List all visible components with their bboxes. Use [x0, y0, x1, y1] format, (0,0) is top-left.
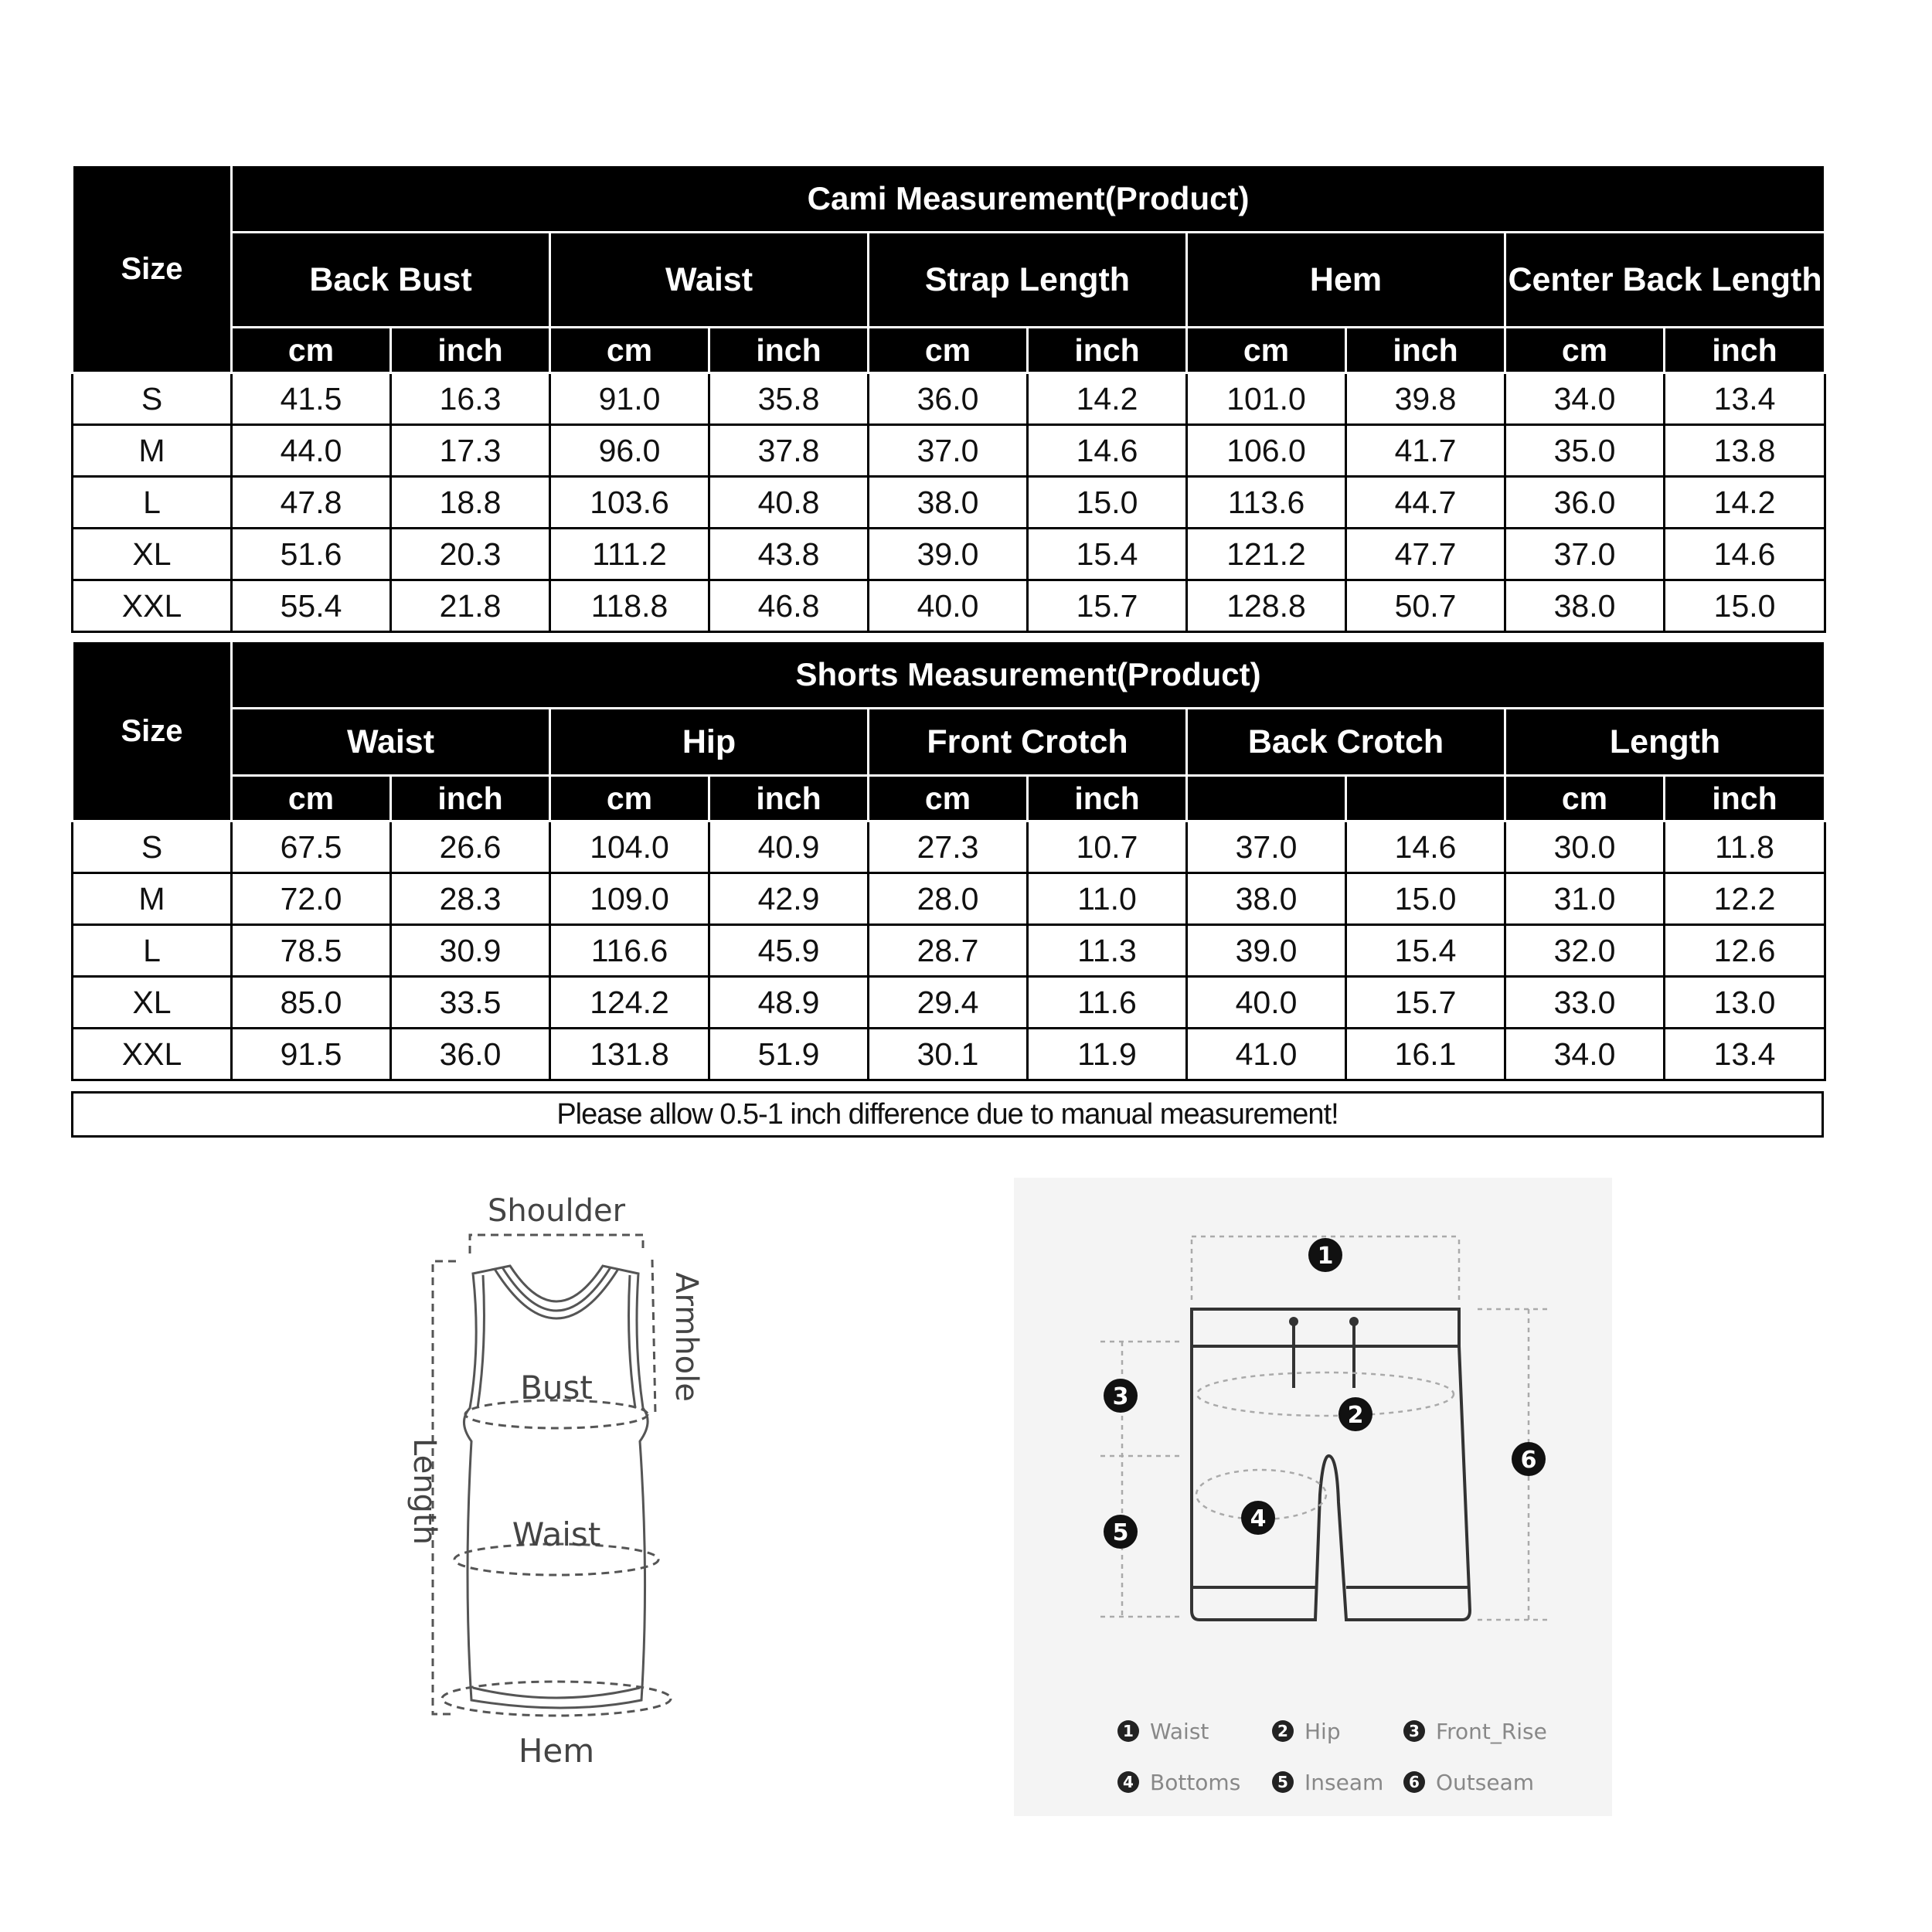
- table-row: [73, 977, 1825, 1029]
- value-cell: 38.0: [869, 477, 1028, 529]
- value-cell: 15.0: [1028, 477, 1187, 529]
- value-cell: 39.8: [1346, 373, 1505, 425]
- value-cell: 41.5: [232, 373, 391, 425]
- value-cell: 21.8: [391, 580, 550, 632]
- group-header: Waist: [550, 233, 869, 328]
- value-cell: 37.0: [1187, 821, 1346, 873]
- shorts-diagram: [1014, 1178, 1612, 1816]
- value-cell: 131.8: [550, 1029, 709, 1080]
- value-cell: 16.3: [391, 373, 550, 425]
- value-cell: 34.0: [1505, 373, 1665, 425]
- value-cell: 111.2: [550, 529, 709, 580]
- group-header: Length: [1505, 709, 1825, 776]
- unit-header: cm: [550, 328, 709, 373]
- marker-3: [1104, 1379, 1138, 1413]
- value-cell: 30.0: [1505, 821, 1665, 873]
- unit-header: cm: [550, 776, 709, 821]
- value-cell: 37.0: [869, 425, 1028, 477]
- value-cell: 13.4: [1665, 373, 1825, 425]
- value-cell: 91.0: [550, 373, 709, 425]
- size-cell: L: [73, 925, 232, 977]
- svg-text:4: 4: [1123, 1773, 1134, 1791]
- svg-text:Bottoms: Bottoms: [1150, 1770, 1241, 1795]
- value-cell: 35.8: [709, 373, 869, 425]
- svg-text:1: 1: [1317, 1243, 1334, 1270]
- value-cell: 116.6: [550, 925, 709, 977]
- value-cell: 16.1: [1346, 1029, 1505, 1080]
- value-cell: 14.6: [1665, 529, 1825, 580]
- size-cell: L: [73, 477, 232, 529]
- value-cell: 28.3: [391, 873, 550, 925]
- value-cell: 15.4: [1346, 925, 1505, 977]
- value-cell: 11.9: [1028, 1029, 1187, 1080]
- shorts-diagram-panel: [1014, 1178, 1612, 1816]
- svg-text:1: 1: [1123, 1722, 1134, 1740]
- group-header: Waist: [232, 709, 550, 776]
- marker-2: [1338, 1397, 1372, 1431]
- unit-header: cm: [869, 776, 1028, 821]
- unit-header: [1346, 776, 1505, 821]
- unit-header: inch: [1346, 328, 1505, 373]
- value-cell: 33.0: [1505, 977, 1665, 1029]
- legend-outseam: [1403, 1770, 1534, 1795]
- size-cell: XL: [73, 529, 232, 580]
- cami-size-table: [71, 164, 1826, 633]
- svg-text:Waist: Waist: [1150, 1719, 1209, 1744]
- value-cell: 10.7: [1028, 821, 1187, 873]
- value-cell: 38.0: [1187, 873, 1346, 925]
- value-cell: 104.0: [550, 821, 709, 873]
- value-cell: 91.5: [232, 1029, 391, 1080]
- svg-text:5: 5: [1277, 1773, 1288, 1791]
- value-cell: 39.0: [869, 529, 1028, 580]
- value-cell: 14.2: [1028, 373, 1187, 425]
- table-row: [73, 580, 1825, 632]
- value-cell: 118.8: [550, 580, 709, 632]
- value-cell: 11.3: [1028, 925, 1187, 977]
- value-cell: 37.0: [1505, 529, 1665, 580]
- table-row: [73, 925, 1825, 977]
- value-cell: 29.4: [869, 977, 1028, 1029]
- value-cell: 11.0: [1028, 873, 1187, 925]
- table-row: [73, 873, 1825, 925]
- value-cell: 41.7: [1346, 425, 1505, 477]
- value-cell: 15.7: [1028, 580, 1187, 632]
- value-cell: 18.8: [391, 477, 550, 529]
- value-cell: 51.9: [709, 1029, 869, 1080]
- table-row: [73, 477, 1825, 529]
- value-cell: 101.0: [1187, 373, 1346, 425]
- svg-text:Inseam: Inseam: [1304, 1770, 1384, 1795]
- svg-text:4: 4: [1250, 1505, 1267, 1532]
- hem-label: Hem: [518, 1732, 595, 1770]
- value-cell: 15.4: [1028, 529, 1187, 580]
- size-cell: M: [73, 425, 232, 477]
- legend-waist: [1117, 1719, 1209, 1744]
- table-row: [73, 821, 1825, 873]
- size-cell: S: [73, 373, 232, 425]
- value-cell: 106.0: [1187, 425, 1346, 477]
- value-cell: 11.8: [1665, 821, 1825, 873]
- group-header: Hem: [1187, 233, 1505, 328]
- value-cell: 14.6: [1346, 821, 1505, 873]
- shorts-outline: [1192, 1309, 1470, 1620]
- value-cell: 51.6: [232, 529, 391, 580]
- unit-header: inch: [391, 328, 550, 373]
- svg-text:6: 6: [1520, 1447, 1537, 1474]
- value-cell: 40.9: [709, 821, 869, 873]
- value-cell: 40.0: [869, 580, 1028, 632]
- unit-header: inch: [709, 776, 869, 821]
- value-cell: 109.0: [550, 873, 709, 925]
- value-cell: 12.2: [1665, 873, 1825, 925]
- value-cell: 121.2: [1187, 529, 1346, 580]
- size-cell: M: [73, 873, 232, 925]
- svg-text:5: 5: [1112, 1519, 1129, 1546]
- value-cell: 50.7: [1346, 580, 1505, 632]
- marker-5: [1104, 1515, 1138, 1549]
- value-cell: 35.0: [1505, 425, 1665, 477]
- value-cell: 26.6: [391, 821, 550, 873]
- value-cell: 40.0: [1187, 977, 1346, 1029]
- unit-header: inch: [1665, 328, 1825, 373]
- table-row: [73, 529, 1825, 580]
- value-cell: 39.0: [1187, 925, 1346, 977]
- marker-1: [1308, 1238, 1342, 1272]
- value-cell: 44.0: [232, 425, 391, 477]
- value-cell: 47.7: [1346, 529, 1505, 580]
- value-cell: 41.0: [1187, 1029, 1346, 1080]
- unit-header: inch: [1665, 776, 1825, 821]
- unit-header: cm: [232, 328, 391, 373]
- size-cell: S: [73, 821, 232, 873]
- value-cell: 13.4: [1665, 1029, 1825, 1080]
- value-cell: 72.0: [232, 873, 391, 925]
- size-header: Size: [73, 641, 232, 821]
- svg-text:Front_Rise: Front_Rise: [1436, 1719, 1547, 1744]
- value-cell: 47.8: [232, 477, 391, 529]
- size-header: Size: [73, 165, 232, 373]
- marker-4: [1241, 1501, 1275, 1535]
- value-cell: 20.3: [391, 529, 550, 580]
- svg-text:Outseam: Outseam: [1436, 1770, 1535, 1795]
- unit-header: inch: [1028, 328, 1187, 373]
- length-label: Length: [406, 1438, 442, 1545]
- value-cell: 103.6: [550, 477, 709, 529]
- value-cell: 113.6: [1187, 477, 1346, 529]
- shorts-size-table: [71, 640, 1826, 1081]
- value-cell: 128.8: [1187, 580, 1346, 632]
- value-cell: 17.3: [391, 425, 550, 477]
- group-header: Back Bust: [232, 233, 550, 328]
- bust-label: Bust: [520, 1369, 593, 1406]
- value-cell: 36.0: [1505, 477, 1665, 529]
- value-cell: 46.8: [709, 580, 869, 632]
- value-cell: 40.8: [709, 477, 869, 529]
- value-cell: 43.8: [709, 529, 869, 580]
- value-cell: 28.0: [869, 873, 1028, 925]
- unit-header: cm: [869, 328, 1028, 373]
- size-cell: XXL: [73, 1029, 232, 1080]
- unit-header: inch: [391, 776, 550, 821]
- value-cell: 42.9: [709, 873, 869, 925]
- size-cell: XXL: [73, 580, 232, 632]
- shorts-table-title: Shorts Measurement(Product): [232, 641, 1825, 709]
- unit-header: cm: [1187, 328, 1346, 373]
- marker-6: [1512, 1442, 1546, 1476]
- armhole-label: Armhole: [668, 1272, 704, 1402]
- value-cell: 67.5: [232, 821, 391, 873]
- svg-text:2: 2: [1347, 1402, 1364, 1429]
- value-cell: 28.7: [869, 925, 1028, 977]
- value-cell: 27.3: [869, 821, 1028, 873]
- value-cell: 13.8: [1665, 425, 1825, 477]
- value-cell: 48.9: [709, 977, 869, 1029]
- shorts-measure-guides: [1100, 1236, 1547, 1620]
- group-header: Center Back Length: [1505, 233, 1825, 328]
- value-cell: 12.6: [1665, 925, 1825, 977]
- group-header: Front Crotch: [869, 709, 1187, 776]
- svg-text:3: 3: [1112, 1383, 1129, 1410]
- value-cell: 37.8: [709, 425, 869, 477]
- value-cell: 30.9: [391, 925, 550, 977]
- unit-header: cm: [232, 776, 391, 821]
- shoulder-label: Shoulder: [487, 1193, 626, 1229]
- svg-text:6: 6: [1409, 1773, 1420, 1791]
- svg-text:2: 2: [1277, 1722, 1288, 1740]
- unit-header: cm: [1505, 328, 1665, 373]
- value-cell: 33.5: [391, 977, 550, 1029]
- size-cell: XL: [73, 977, 232, 1029]
- value-cell: 15.0: [1346, 873, 1505, 925]
- value-cell: 13.0: [1665, 977, 1825, 1029]
- group-header: Back Crotch: [1187, 709, 1505, 776]
- value-cell: 11.6: [1028, 977, 1187, 1029]
- value-cell: 45.9: [709, 925, 869, 977]
- group-header: Hip: [550, 709, 869, 776]
- svg-text:Hip: Hip: [1304, 1719, 1341, 1744]
- legend-bottoms: [1117, 1770, 1240, 1795]
- tank-top-outline: [464, 1266, 648, 1708]
- value-cell: 36.0: [391, 1029, 550, 1080]
- value-cell: 31.0: [1505, 873, 1665, 925]
- legend-front-rise: [1403, 1719, 1547, 1744]
- value-cell: 15.7: [1346, 977, 1505, 1029]
- value-cell: 32.0: [1505, 925, 1665, 977]
- svg-text:3: 3: [1409, 1722, 1420, 1740]
- unit-header: inch: [709, 328, 869, 373]
- measurement-note: Please allow 0.5-1 inch difference due to manual measurement!: [71, 1091, 1824, 1138]
- cami-table-title: Cami Measurement(Product): [232, 165, 1825, 233]
- value-cell: 30.1: [869, 1029, 1028, 1080]
- value-cell: 14.2: [1665, 477, 1825, 529]
- value-cell: 15.0: [1665, 580, 1825, 632]
- value-cell: 78.5: [232, 925, 391, 977]
- unit-header: inch: [1028, 776, 1187, 821]
- tank-top-diagram: [371, 1175, 804, 1777]
- value-cell: 44.7: [1346, 477, 1505, 529]
- legend-hip: [1272, 1719, 1341, 1744]
- legend-inseam: [1272, 1770, 1383, 1795]
- value-cell: 14.6: [1028, 425, 1187, 477]
- table-row: [73, 373, 1825, 425]
- waist-label: Waist: [512, 1515, 601, 1553]
- value-cell: 36.0: [869, 373, 1028, 425]
- value-cell: 85.0: [232, 977, 391, 1029]
- value-cell: 124.2: [550, 977, 709, 1029]
- value-cell: 55.4: [232, 580, 391, 632]
- value-cell: 96.0: [550, 425, 709, 477]
- table-row: [73, 425, 1825, 477]
- group-header: Strap Length: [869, 233, 1187, 328]
- table-row: [73, 1029, 1825, 1080]
- unit-header: [1187, 776, 1346, 821]
- value-cell: 38.0: [1505, 580, 1665, 632]
- value-cell: 34.0: [1505, 1029, 1665, 1080]
- unit-header: cm: [1505, 776, 1665, 821]
